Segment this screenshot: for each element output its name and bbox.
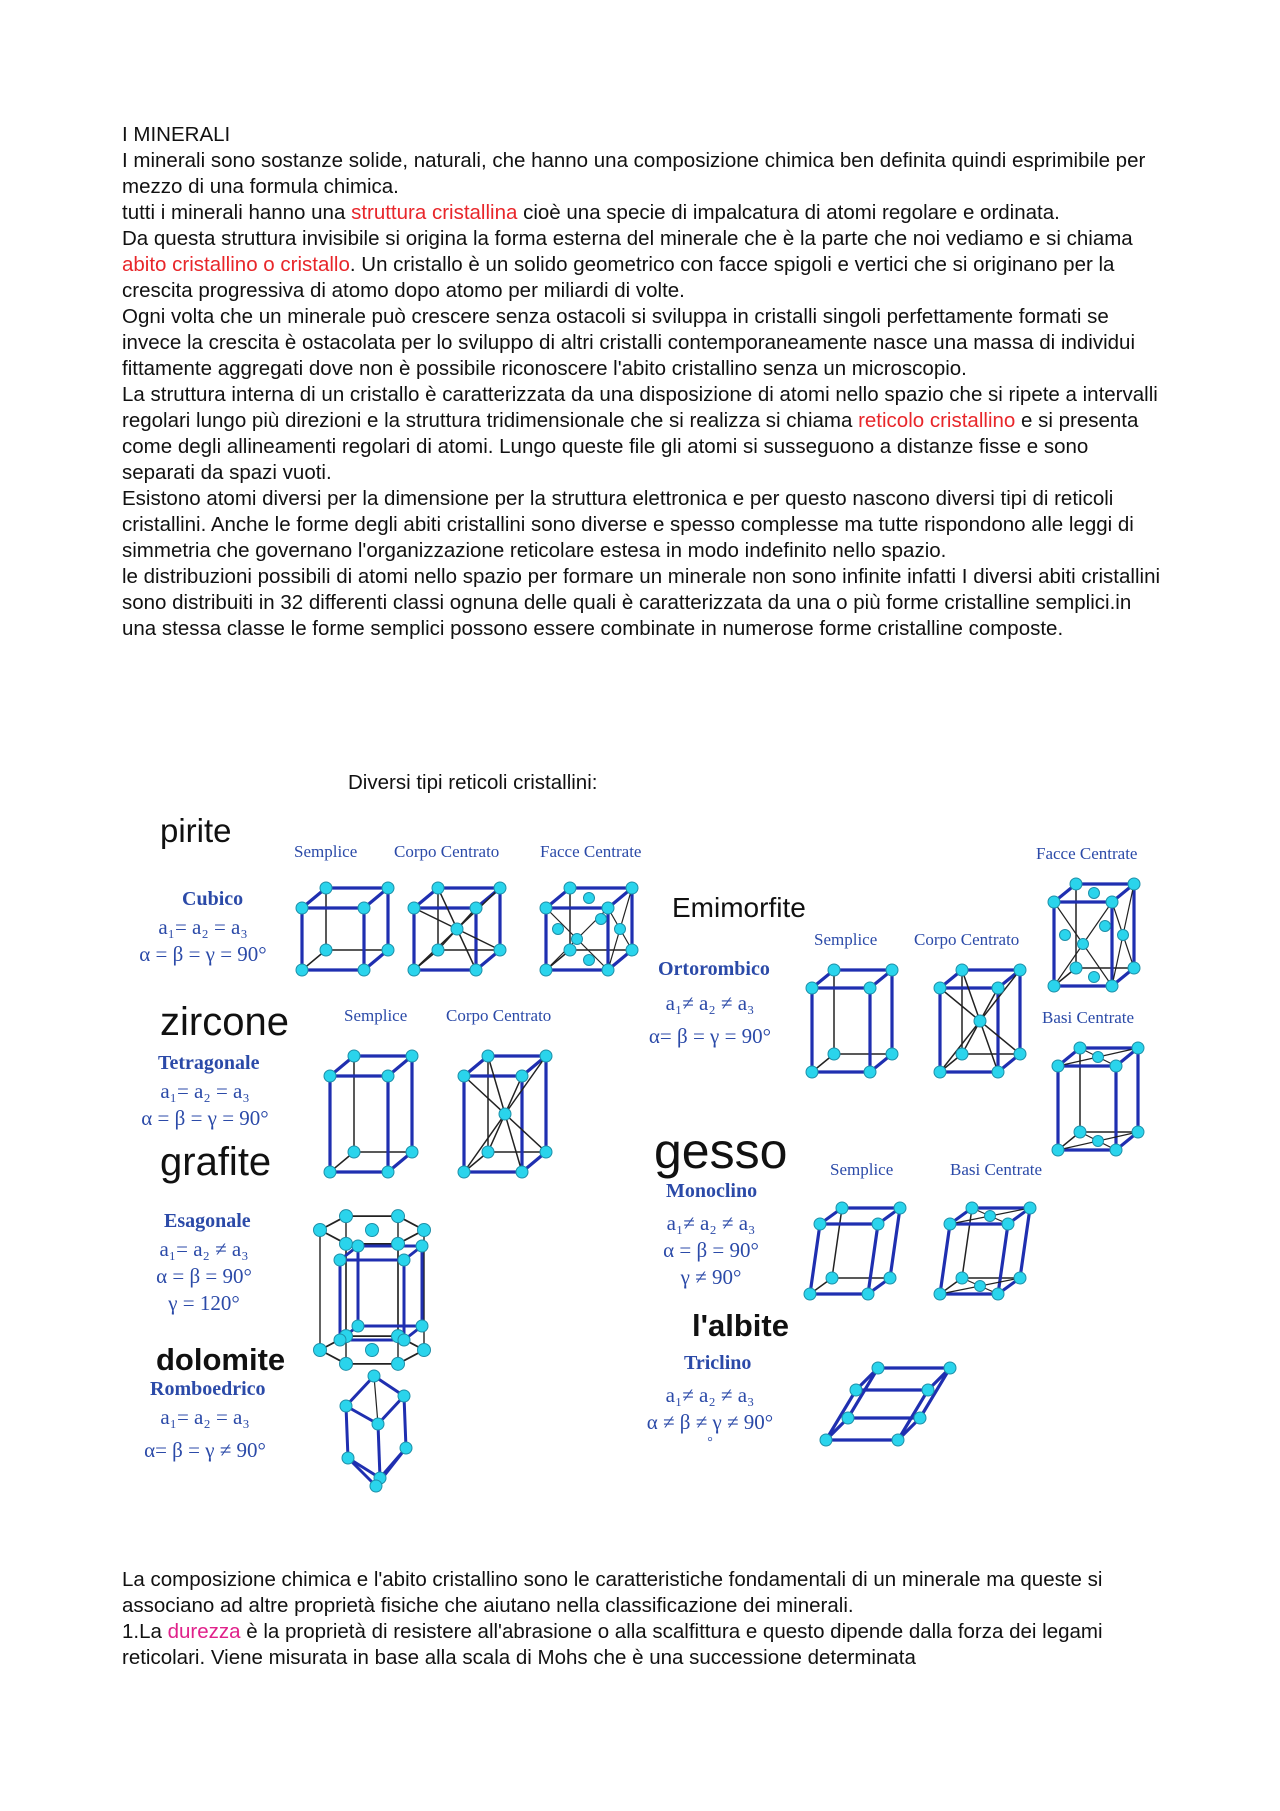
label-ortorombico-facce-centrate: Facce Centrate xyxy=(1036,844,1138,863)
mineral-zircone: zircone xyxy=(160,1000,289,1044)
paragraph-hardness: 1.La durezza è la proprietà di resistere all'abrasione o alla scalfittura e questo dipende dalla forza dei legami reticolari. Viene misurata in base alla scala di Mohs che è una successione determinata xyxy=(122,1620,1103,1669)
label-monoclino-basi-centrate: Basi Centrate xyxy=(950,1160,1043,1179)
system-esagonale-relations: a₁= a₂ ≠ a₃ α = β = 90° γ = 120° xyxy=(156,1237,252,1315)
intro-text xyxy=(122,122,1162,642)
figure-caption: Diversi tipi reticoli cristallini: xyxy=(348,771,598,794)
cubic-body-centered-cell xyxy=(402,870,512,980)
highlight-durezza: durezza xyxy=(167,1620,241,1643)
orthorhombic-base-centered-cell xyxy=(1048,1030,1148,1170)
mineral-dolomite: dolomite xyxy=(156,1342,286,1377)
label-cubico-corpo-centrato: Corpo Centrato xyxy=(394,842,500,861)
paragraph-classes: le distribuzioni possibili di atomi nello spazio per formare un minerale non sono infinite infatti I diversi abiti cristallini sono distribuiti in 32 differenti classi ognuna delle quali è caratterizzata da una o più forme cristalline semplici.in una stessa classe le forme semplici possono essere combinate in numerose forme cristalline composte. xyxy=(122,565,1161,640)
highlight-struttura-cristallina: struttura cristallina xyxy=(351,201,518,224)
mineral-pirite: pirite xyxy=(160,812,232,849)
system-cubico: Cubico xyxy=(182,888,244,910)
page-title: I MINERALI xyxy=(122,123,231,146)
system-ortorombico: Ortorombico xyxy=(658,958,770,980)
highlight-abito-cristallino: abito cristallino o cristallo xyxy=(122,253,350,276)
monoclinic-simple-cell xyxy=(800,1184,920,1304)
label-monoclino-semplice: Semplice xyxy=(830,1160,894,1179)
crystal-lattice-diagram xyxy=(130,800,1170,1500)
label-ortorombico-semplice: Semplice xyxy=(814,930,878,949)
paragraph-properties: La composizione chimica e l'abito cristallino sono le caratteristiche fondamentali di un minerale ma queste si associano ad altre proprietà fisiche che aiutano nella classificazione dei minerali. xyxy=(122,1568,1103,1617)
tetragonal-body-centered-cell xyxy=(450,1034,560,1184)
orthorhombic-simple-cell xyxy=(802,952,912,1082)
system-monoclino: Monoclino xyxy=(666,1180,758,1202)
paragraph-growth: Ogni volta che un minerale può crescere senza ostacoli si sviluppa in cristalli singoli perfettamente formati se invece la crescita è ostacolata per lo sviluppo di altri cristalli contemporaneamente nasce una massa di individui fittamente aggregati dove non è possibile riconoscere l'abito cristallino senza un microscopio. xyxy=(122,305,1135,380)
triclinic-cell xyxy=(812,1352,962,1462)
system-tetragonale: Tetragonale xyxy=(158,1052,260,1074)
paragraph-lattice: La struttura interna di un cristallo è caratterizzata da una disposizione di atomi nello spazio che si ripete a intervalli regolari lungo più direzioni e la struttura tridimensionale che si realizza si chiama reticolo cristallino e si presenta come degli allineamenti regolari di atomi. Lungo queste file gli atomi si susseguono a distanze fisse e sono separati da spazi vuoti. xyxy=(122,383,1158,484)
orthorhombic-body-centered-cell xyxy=(930,952,1040,1082)
cubic-simple-cell xyxy=(290,870,400,980)
label-cubico-semplice: Semplice xyxy=(294,842,358,861)
properties-text xyxy=(122,1567,1162,1671)
tetragonal-simple-cell xyxy=(316,1034,426,1184)
label-ortorombico-corpo-centrato: Corpo Centrato xyxy=(914,930,1020,949)
mineral-emimorfite: Emimorfite xyxy=(672,892,806,923)
cubic-face-centered-cell xyxy=(534,870,644,980)
rhombohedral-cell xyxy=(326,1366,426,1496)
label-tetragonale-corpo-centrato: Corpo Centrato xyxy=(446,1006,552,1025)
system-triclino-relations: a₁≠ a₂ ≠ a₃ α ≠ β ≠ γ ≠ 90° ° xyxy=(646,1383,774,1450)
system-romboedrico-relations: a₁= a₂ = a₃ α= β = γ ≠ 90° xyxy=(144,1405,266,1462)
system-monoclino-relations: a₁≠ a₂ ≠ a₃ α = β = 90° γ ≠ 90° xyxy=(663,1211,759,1289)
orthorhombic-face-centered-cell xyxy=(1044,866,1144,1006)
mineral-albite: l'albite xyxy=(692,1308,789,1343)
paragraph-habit: Da questa struttura invisibile si origina la forma esterna del minerale che è la parte che noi vediamo e si chiama abito cristallino o cristallo. Un cristallo è un solido geometrico con facce spigoli e vertici che si originano per la crescita progressiva di atomo dopo atomo per miliardi di volte. xyxy=(122,227,1133,302)
mineral-gesso: gesso xyxy=(654,1123,788,1179)
system-esagonale: Esagonale xyxy=(164,1210,251,1232)
mineral-grafite: grafite xyxy=(160,1140,272,1184)
label-tetragonale-semplice: Semplice xyxy=(344,1006,408,1025)
highlight-reticolo-cristallino: reticolo cristallino xyxy=(858,409,1016,432)
hexagonal-cell xyxy=(310,1200,460,1380)
system-tetragonale-relations: a₁= a₂ = a₃ α = β = γ = 90° xyxy=(141,1079,269,1130)
system-triclino: Triclino xyxy=(684,1352,752,1374)
paragraph-atoms: Esistono atomi diversi per la dimensione per la struttura elettronica e per questo nascono diversi tipi di reticoli cristallini. Anche le forme degli abiti cristallini sono diverse e spesso complesse ma tutte rispondono alle leggi di simmetria che governano l'organizzazione reticolare estesa in modo indefinito nello spazio. xyxy=(122,487,1134,562)
system-romboedrico: Romboedrico xyxy=(150,1378,266,1400)
monoclinic-base-centered-cell xyxy=(930,1184,1050,1304)
system-ortorombico-relations: a₁≠ a₂ ≠ a₃ α= β = γ = 90° xyxy=(648,991,772,1048)
paragraph-structure: tutti i minerali hanno una struttura cristallina cioè una specie di impalcatura di atomi regolare e ordinata. xyxy=(122,201,1060,224)
paragraph-definition: I minerali sono sostanze solide, naturali, che hanno una composizione chimica ben definita quindi esprimibile per mezzo di una formula chimica. xyxy=(122,149,1146,198)
label-ortorombico-basi-centrate: Basi Centrate xyxy=(1042,1008,1135,1027)
label-cubico-facce-centrate: Facce Centrate xyxy=(540,842,642,861)
system-cubico-relations: a₁= a₂ = a₃ α = β = γ = 90° xyxy=(139,915,267,966)
